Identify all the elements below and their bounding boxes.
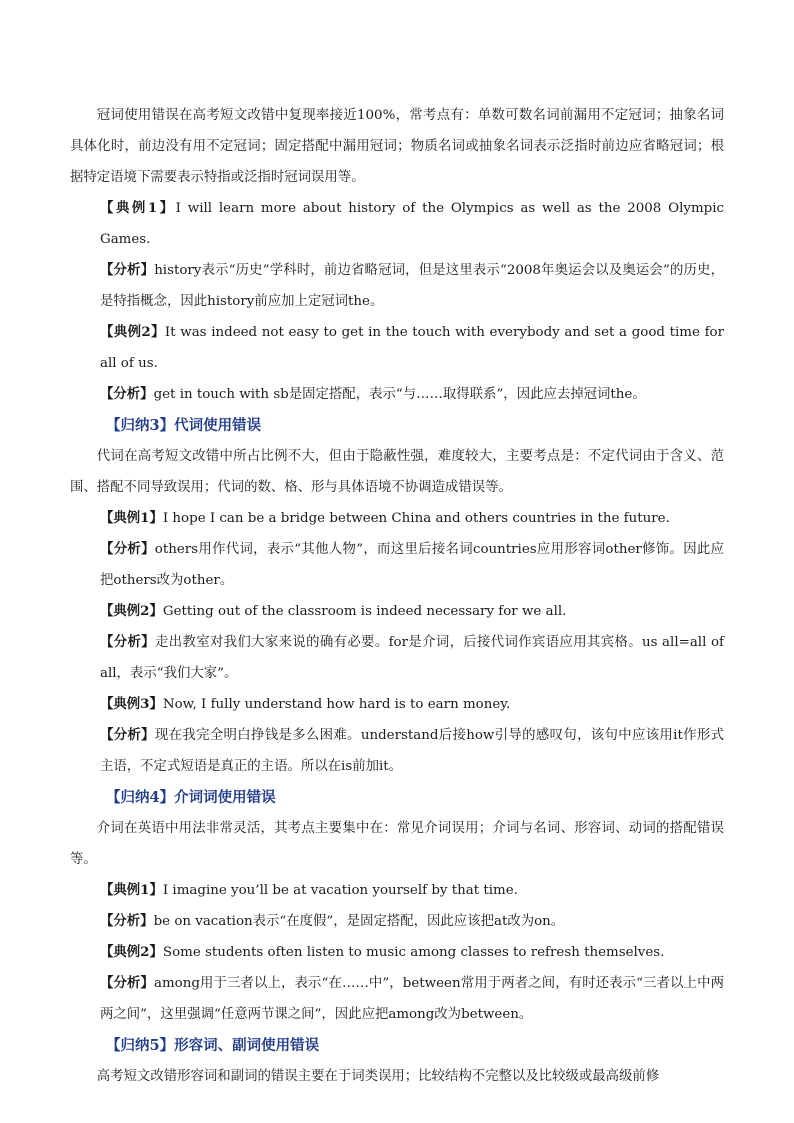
example-text: I hope I can be a bridge between China and others countries in the future. (162, 511, 670, 526)
analysis-text: get in touch with sb是固定搭配，表示“与……取得联系”，因此应去掉冠词the。 (153, 387, 646, 402)
pronoun-analysis-2 (70, 627, 724, 689)
preposition-example-2 (70, 937, 724, 968)
example-text: I imagine you’ll be at vacation yourself by that time. (162, 883, 518, 898)
analysis-text: 现在我完全明白挣钱是多么困难。understand后接how引导的感叹句，该句中应该用it作形式主语，不定式短语是真正的主语。所以在is前加it。 (100, 728, 725, 774)
section-heading-pronoun: 【归纳3】代词使用错误 (106, 417, 262, 434)
adjective-intro: 高考短文改错形容词和副词的错误主要在于词类误用；比较结构不完整以及比较级或最高级前修 (96, 1069, 660, 1084)
example-label: 【典例1】 (100, 882, 163, 898)
analysis-label: 【分析】 (100, 727, 155, 743)
example-label: 【典例1】 (100, 200, 176, 216)
article-analysis-1 (70, 255, 724, 317)
preposition-intro: 介词在英语中用法非常灵活，其考点主要集中在：常见介词误用；介词与名词、形容词、动词的搭配错误等。 (70, 821, 724, 867)
pronoun-intro: 代词在高考短文改错中所占比例不大，但由于隐蔽性强，难度较大，主要考点是：不定代词由于含义、范围、搭配不同导致误用；代词的数、格、形与具体语境不协调造成错误等。 (70, 449, 724, 495)
analysis-text: others用作代词，表示“其他人物”，而这里后接名词countries应用形容词other修饰。因此应把others改为other。 (100, 542, 724, 588)
analysis-text: among用于三者以上，表示“在……中”，between常用于两者之间，有时还表示“三者以上中两两之间”，这里强调“任意两节课之间”，因此应把among改为between。 (100, 976, 725, 1022)
section-heading-preposition: 【归纳4】介词词使用错误 (106, 789, 276, 806)
preposition-example-1 (70, 875, 724, 906)
analysis-text: history表示“历史”学科时，前边省略冠词，但是这里表示“2008年奥运会以及奥运会”的历史，是特指概念，因此history前应加上定冠词the。 (100, 263, 724, 309)
pronoun-example-2 (70, 596, 724, 627)
example-text: It was indeed not easy to get in the touch with everybody and set a good time for all of us. (100, 325, 724, 371)
pronoun-analysis-3 (70, 720, 724, 782)
example-text: Now, I fully understand how hard is to earn money. (162, 697, 511, 712)
article-example-2 (70, 317, 724, 379)
analysis-label: 【分析】 (100, 262, 155, 278)
article-example-1 (70, 193, 724, 255)
example-text: Some students often listen to music among classes to refresh themselves. (162, 945, 665, 960)
analysis-label: 【分析】 (100, 913, 154, 929)
analysis-text: be on vacation表示“在度假”，是固定搭配，因此应该把at改为on。 (153, 914, 565, 929)
pronoun-example-3 (70, 689, 724, 720)
analysis-text: 走出教室对我们大家来说的确有必要。for是介词，后接代词作宾语应用其宾格。us all=all of all，表示“我们大家”。 (100, 635, 724, 681)
example-label: 【典例2】 (100, 603, 163, 619)
preposition-analysis-1 (70, 906, 724, 937)
article-analysis-2 (70, 379, 724, 410)
preposition-analysis-2 (70, 968, 724, 1030)
example-label: 【典例3】 (100, 696, 163, 712)
analysis-label: 【分析】 (100, 975, 154, 991)
example-text: I will learn more about history of the Olympics as well as the 2008 Olympic Games. (100, 201, 724, 247)
analysis-label: 【分析】 (100, 634, 155, 650)
example-label: 【典例2】 (100, 944, 163, 960)
analysis-label: 【分析】 (100, 541, 155, 557)
example-text: Getting out of the classroom is indeed necessary for we all. (162, 604, 567, 619)
example-label: 【典例2】 (100, 324, 165, 340)
analysis-label: 【分析】 (100, 386, 154, 402)
pronoun-example-1 (70, 503, 724, 534)
section-heading-adjective-adverb: 【归纳5】形容词、副词使用错误 (106, 1037, 320, 1054)
pronoun-analysis-1 (70, 534, 724, 596)
example-label: 【典例1】 (100, 510, 163, 526)
article-intro: 冠词使用错误在高考短文改错中复现率接近100%，常考点有：单数可数名词前漏用不定冠词；抽象名词具体化时，前边没有用不定冠词；固定搭配中漏用冠词；物质名词或抽象名词表示泛指时前边应省略冠词；根据特定语境下需要表示特指或泛指时冠词误用等。 (70, 108, 724, 185)
